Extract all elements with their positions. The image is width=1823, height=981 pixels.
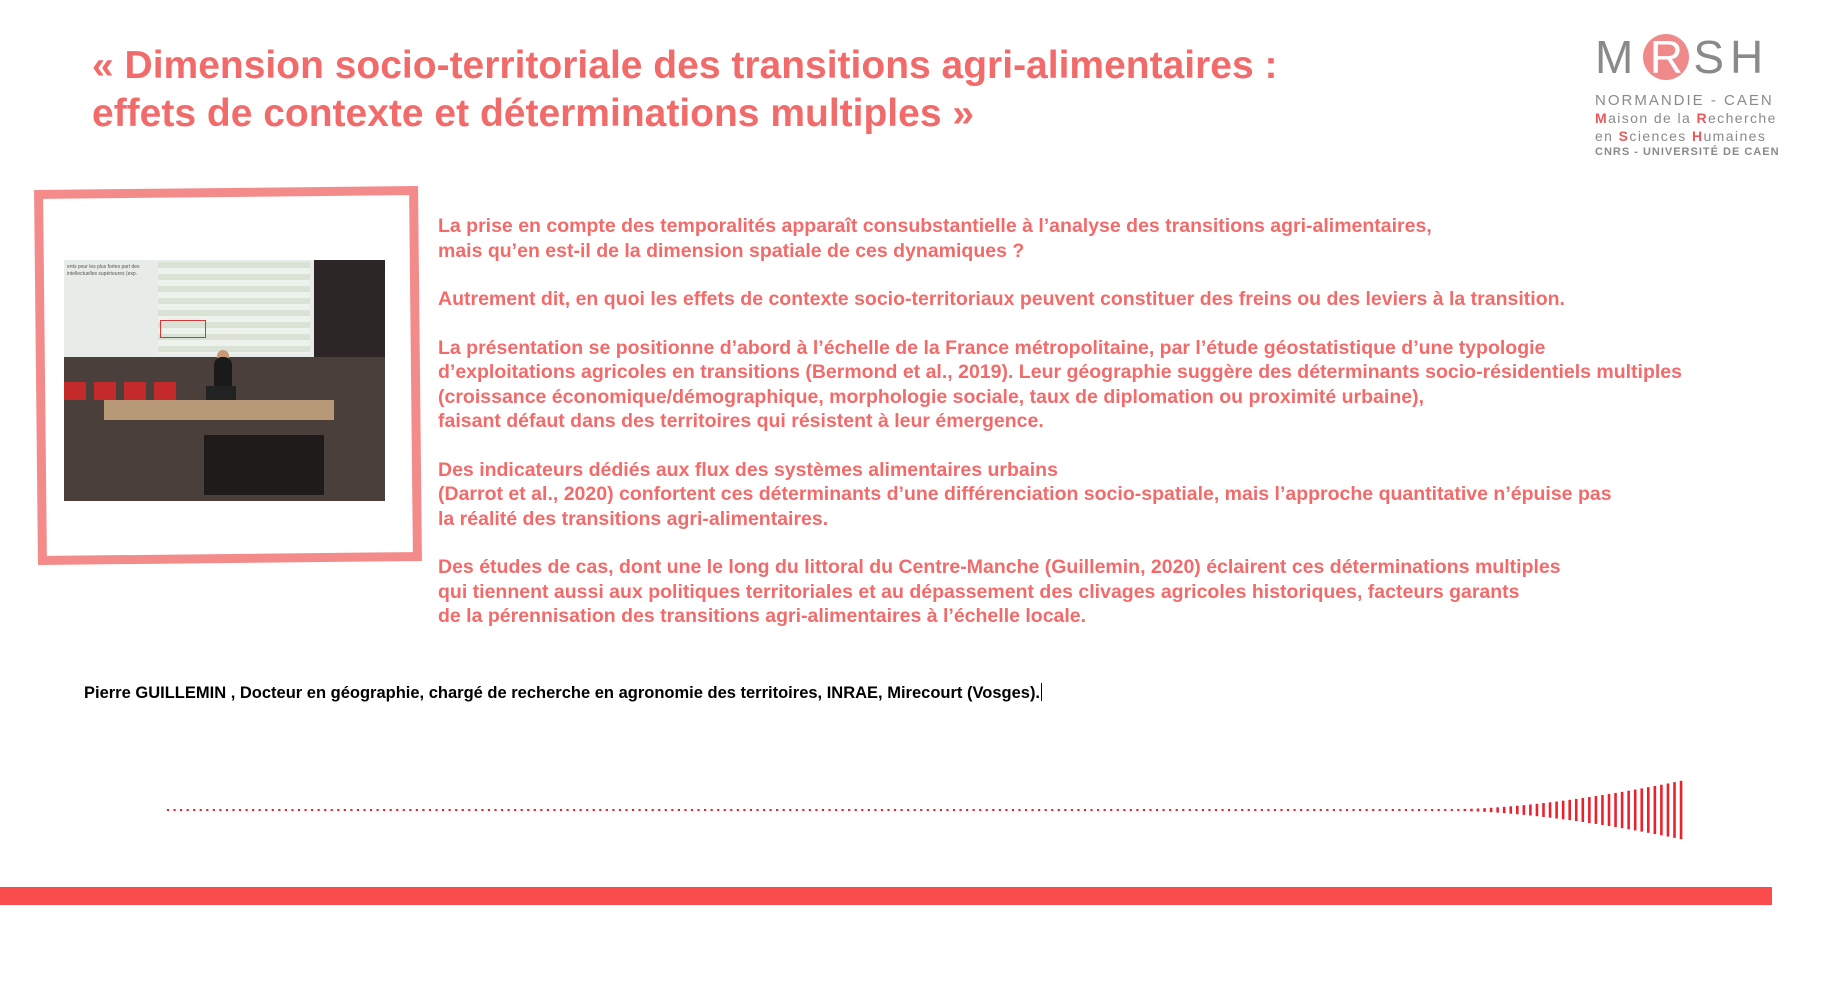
screen-highlight <box>160 320 206 338</box>
logo-letter-h: H <box>1730 31 1770 83</box>
abstract-paragraph <box>438 287 1778 312</box>
abstract-line: La prise en compte des temporalités apparaît consubstantielle à l’analyse des transitions agri-alimentaires, <box>438 215 1432 237</box>
speaker-photo <box>64 260 385 501</box>
abstract-line: (croissance économique/démographique, morphologie sociale, taux de diplomation ou proximité urbaine), <box>438 385 1424 408</box>
logo-letter-m: M <box>1595 31 1640 83</box>
red-chairs <box>64 382 184 400</box>
logo-affiliation: CNRS - UNIVERSITÉ DE CAEN <box>1595 146 1780 158</box>
bottom-accent-bar <box>0 887 1772 905</box>
logo-line-1: Maison de la Recherche <box>1595 110 1777 126</box>
abstract-line: La présentation se positionne d’abord à l’échelle de la France métropolitaine, par l’étude géostatistique d’une typologie <box>438 336 1546 359</box>
abstract-line: (Darrot et al., 2020) confortent ces déterminants d’une différenciation socio-spatiale, mais l’approche quantitative n’épuise pas <box>438 483 1612 505</box>
logo-letter-r-circle: R <box>1643 34 1689 80</box>
abstract-line: Des études de cas, dont une le long du littoral du Centre-Manche (Guillemin, 2020) éclairent ces déterminations multiples <box>438 556 1561 578</box>
logo-line-2: en Sciences Humaines <box>1595 128 1767 144</box>
mrsh-logo <box>1595 28 1795 158</box>
audio-wave-decoration <box>160 775 1700 845</box>
abstract-line: qui tiennent aussi aux politiques territoriales et au dépassement des clivages agricoles historiques, facteurs garants <box>438 580 1520 603</box>
author-line <box>84 683 1042 703</box>
lectern-box <box>204 435 324 495</box>
abstract-paragraph <box>438 458 1778 532</box>
abstract-line: de la pérennisation des transitions agri-alimentaires à l’échelle locale. <box>438 605 1087 627</box>
abstract-text <box>438 214 1778 653</box>
logo-region: NORMANDIE - CAEN <box>1595 92 1774 109</box>
text-cursor <box>1041 683 1042 701</box>
screen-text: ents pour les plus fortes part des intellectuelles supérieures (exp. <box>67 264 140 277</box>
screen-table <box>158 262 310 354</box>
logo-letter-s: S <box>1693 31 1731 83</box>
title-line-2: effets de contexte et déterminations multiples » <box>92 92 975 135</box>
abstract-line: Des indicateurs dédiés aux flux des systèmes alimentaires urbains <box>438 458 1058 481</box>
logo-wordmark <box>1595 28 1795 86</box>
abstract-line: faisant défaut dans des territoires qui résistent à leur émergence. <box>438 410 1044 432</box>
abstract-line: d’exploitations agricoles en transitions (Bermond et al., 2019). Leur géographie suggère des déterminants socio-résidentiels multiples <box>438 361 1682 383</box>
projection-screen <box>64 260 314 357</box>
title-line-1: « Dimension socio-territoriale des transitions agri-alimentaires : <box>92 44 1278 87</box>
abstract-line: la réalité des transitions agri-alimentaires. <box>438 507 829 530</box>
abstract-paragraph <box>438 214 1778 263</box>
abstract-paragraph <box>438 555 1778 629</box>
desk <box>104 400 334 420</box>
abstract-line: Autrement dit, en quoi les effets de contexte socio-territoriaux peuvent constituer des freins ou des leviers à la transition. <box>438 288 1565 310</box>
abstract-line: mais qu’en est-il de la dimension spatiale de ces dynamiques ? <box>438 239 1025 262</box>
laptop <box>206 386 236 400</box>
slide-title <box>92 42 1392 138</box>
author-text: Pierre GUILLEMIN , Docteur en géographie, chargé de recherche en agronomie des territoires, INRAE, Mirecourt (Vosges). <box>84 684 1041 702</box>
abstract-paragraph <box>438 336 1778 434</box>
